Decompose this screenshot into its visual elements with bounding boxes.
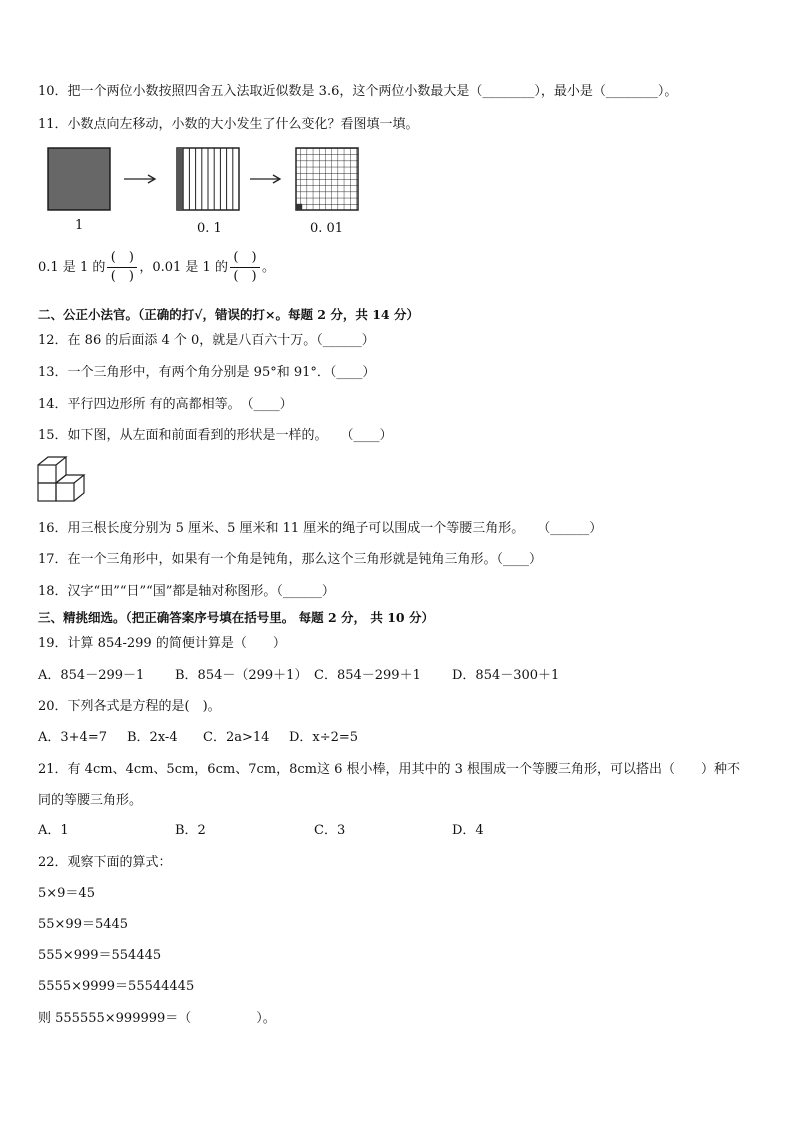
fraction-blank[interactable]: $\frac{( )}{( )}$: [230, 250, 260, 285]
q21-option-b[interactable]: B．2: [175, 823, 206, 838]
q19-option-b[interactable]: B．854－（299＋1）: [175, 668, 308, 683]
question-19: 19．计算 854-299 的简便计算是（ ）: [38, 636, 286, 651]
figure-label-one: 1: [75, 218, 84, 233]
q20-option-a[interactable]: A．3+4=7: [38, 730, 107, 745]
fill-text-b: ，0.01 是 1 的: [139, 260, 228, 275]
decimal-squares-figure: [40, 142, 370, 222]
section-3-title: 三、精挑细选。（把正确答案序号填在括号里。 每题 2 分， 共 10 分）: [38, 610, 434, 625]
equation-3: 555×999＝554445: [38, 948, 162, 963]
question-22: 22．观察下面的算式：: [38, 855, 172, 870]
equation-2: 55×99＝5445: [38, 917, 129, 932]
question-11-fill: [38, 250, 275, 286]
question-21-cont: 同的等腰三角形。: [38, 793, 143, 808]
figure-label-hundredth: 0. 01: [310, 221, 344, 236]
q21-option-d[interactable]: D．4: [452, 823, 484, 838]
section-2-title: 二、公正小法官。（正确的打√，错误的打×。每题 2 分，共 14 分）: [38, 307, 419, 322]
hundredths-square: [296, 148, 358, 210]
q19-option-a[interactable]: A．854－299－1: [38, 668, 145, 683]
question-12: 12．在 86 的后面添 4 个 0，就是八百六十万。（______）: [38, 333, 375, 348]
question-17: 17．在一个三角形中，如果有一个角是钝角，那么这个三角形就是钝角三角形。（____）: [38, 552, 543, 567]
question-15: 15．如下图，从左面和前面看到的形状是一样的。 （____）: [38, 428, 393, 443]
fill-text-end: 。: [261, 260, 275, 275]
question-16: 16．用三根长度分别为 5 厘米、5 厘米和 11 厘米的绳子可以围成一个等腰三角形。 （______）: [38, 521, 603, 536]
q19-option-d[interactable]: D．854－300＋1: [452, 668, 560, 683]
q20-option-b[interactable]: B．2x-4: [127, 730, 178, 745]
question-13: 13．一个三角形中，有两个角分别是 95°和 91°．（____）: [38, 365, 376, 380]
question-21: 21．有 4cm、4cm、5cm，6cm、7cm，8cm这 6 根小棒，用其中的 3 根围成一个等腰三角形，可以搭出（ ）种不: [38, 762, 741, 777]
fill-text-a: 0.1 是 1 的: [38, 260, 106, 275]
q20-option-d[interactable]: D．x÷2=5: [289, 730, 359, 745]
cube-stack-figure: [36, 453, 96, 509]
q21-option-c[interactable]: C．3: [314, 823, 346, 838]
q20-option-c[interactable]: C．2a>14: [203, 730, 270, 745]
question-20: 20．下列各式是方程的是( )。: [38, 699, 221, 714]
question-22-ask: 则 555555×999999＝（ ）。: [38, 1011, 276, 1026]
figure-label-tenth: 0. 1: [197, 221, 222, 236]
fraction-blank[interactable]: $\frac{( )}{( )}$: [107, 250, 137, 285]
equation-1: 5×9＝45: [38, 886, 95, 901]
question-11: 11．小数点向左移动，小数的大小发生了什么变化？看图填一填。: [38, 117, 419, 132]
q19-option-c[interactable]: C．854－299＋1: [314, 668, 421, 683]
equation-4: 5555×9999＝55544445: [38, 979, 195, 994]
question-10: 10．把一个两位小数按照四舍五入法取近似数是 3.6，这个两位小数最大是（________），最小是（________）。: [38, 84, 678, 99]
question-18: 18．汉字“田”“日”“国”都是轴对称图形。（______）: [38, 584, 335, 599]
q21-option-a[interactable]: A．1: [38, 823, 69, 838]
question-14: 14．平行四边形所 有的高都相等。 （____）: [38, 397, 293, 412]
